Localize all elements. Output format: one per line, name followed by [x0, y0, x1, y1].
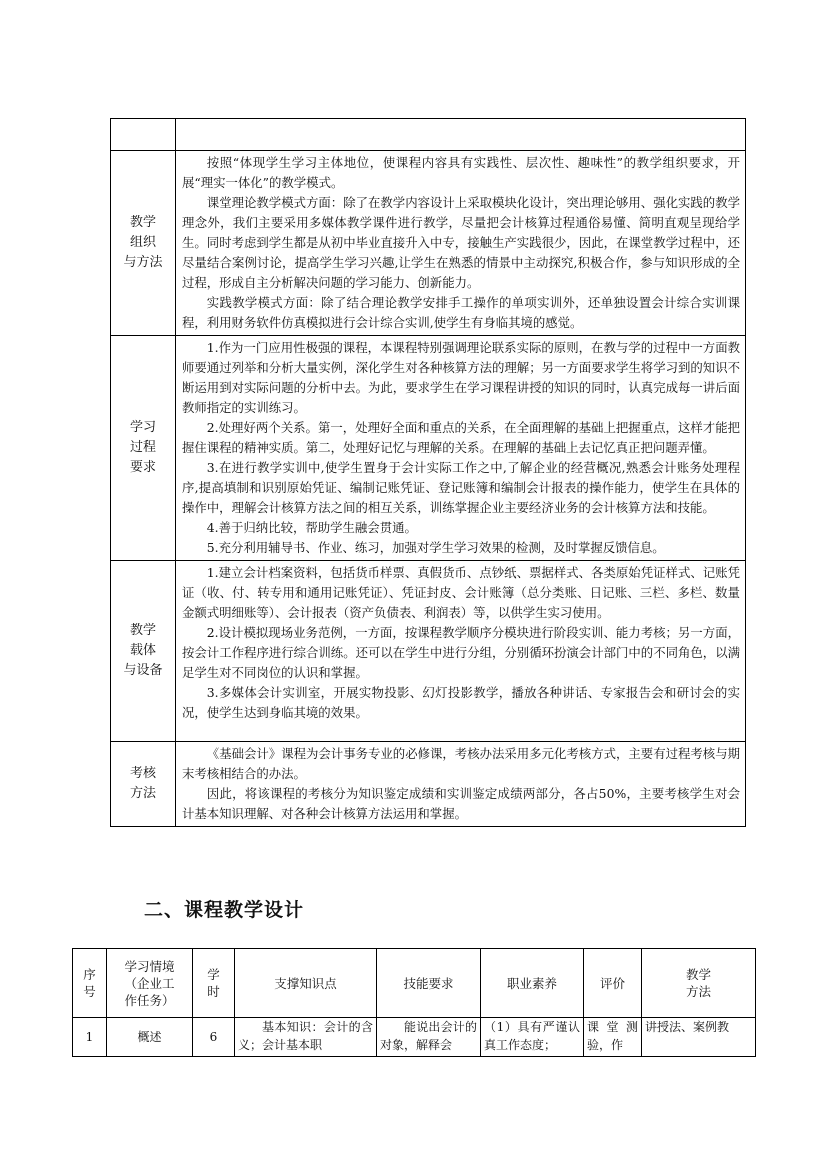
- cell-situation: 概述: [107, 1018, 193, 1057]
- row-content: [176, 151, 746, 336]
- row-label: 教学 载体 与设备: [111, 561, 176, 742]
- paragraph: 2.处理好两个关系。第一，处理好全面和重点的关系，在全面理解的基础上把握重点，这样才能把握住课程的精神实质。第二，处理好记忆与理解的关系。在理解的基础上去记忆真正把问题弄懂。: [182, 420, 740, 455]
- table-header-row: [73, 949, 756, 1018]
- cell-hours: 6: [193, 1018, 235, 1057]
- cell-knowledge: 基本知识：会计的含义；会计基本职: [235, 1018, 377, 1057]
- cell-method: 讲授法、案例教: [642, 1018, 756, 1057]
- table-row-teaching-organization: [111, 151, 746, 336]
- table-row-empty: [111, 119, 746, 151]
- empty-content-cell: [176, 119, 746, 151]
- row-content: [176, 561, 746, 742]
- paragraph: 因此，将该课程的考核分为知识鉴定成绩和实训鉴定成绩两部分，各占50%，主要考核学生对会计基本知识理解、对各种会计核算方法运用和掌握。: [182, 786, 740, 821]
- header-hours: 学 时: [193, 949, 235, 1018]
- paragraph: 2.设计模拟现场业务范例，一方面，按课程教学顺序分模块进行阶段实训、能力考核；另一方面，按会计工作程序进行综合训练。还可以在学生中进行分组，分别循环扮演会计部门中的不同角色，以满足学生对不同岗位的认识和掌握。: [182, 625, 740, 680]
- cell-skills: 能说出会计的对象，解释会: [377, 1018, 481, 1057]
- empty-label-cell: [111, 119, 176, 151]
- paragraph: 《基础会计》课程为会计事务专业的必修课，考核办法采用多元化考核方式，主要有过程考核与期末考核相结合的办法。: [182, 746, 740, 781]
- paragraph: 1.建立会计档案资料，包括货币样票、真假货币、点钞纸、票据样式、各类原始凭证样式、记账凭证（收、付、转专用和通用记账凭证）、凭证封皮、会计账簿（总分类账、日记账、三栏、多栏、数量金额式明细账等）、会计报表（资产负债表、利润表）等，以供学生实习使用。: [182, 565, 740, 620]
- header-seq: 序 号: [73, 949, 107, 1018]
- paragraph: 4.善于归纳比较，帮助学生融会贯通。: [206, 520, 417, 535]
- table-row: [73, 1018, 756, 1057]
- table-row-teaching-equipment: [111, 561, 746, 742]
- header-skills: 技能要求: [377, 949, 481, 1018]
- header-situation: 学习情境 （企业工 作任务）: [107, 949, 193, 1018]
- course-info-table: [110, 118, 746, 827]
- paragraph: 5.充分利用辅导书、作业、练习，加强对学生学习效果的检测，及时掌握反馈信息。: [206, 540, 665, 555]
- paragraph: 实践教学模式方面：除了结合理论教学安排手工操作的单项实训外，还单独设置会计综合实训课程，利用财务软件仿真模拟进行会计综合实训,使学生有身临其境的感觉。: [182, 295, 740, 330]
- paragraph: 按照“体现学生学习主体地位，使课程内容具有实践性、层次性、趣味性”的教学组织要求，开展“理实一体化”的教学模式。: [182, 155, 740, 190]
- paragraph: 3.多媒体会计实训室，开展实物投影、幻灯投影教学，播放各种讲话、专家报告会和研讨会的实况，使学生达到身临其境的效果。: [182, 685, 740, 720]
- paragraph: 课堂理论教学模式方面：除了在教学内容设计上采取模块化设计，突出理论够用、强化实践的教学理念外，我们主要采用多媒体教学课件进行教学，尽量把会计核算过程通俗易懂、简明直观呈现给学生。同时考虑到学生都是从初中毕业直接升入中专，接触生产实践很少，因此，在课堂教学过程中，还尽量结合案例讨论，提高学生学习兴趣,让学生在熟悉的情景中主动探究,积极合作，参与知识形成的全过程，形成自主分析解决问题的学习能力、创新能力。: [182, 195, 740, 290]
- row-label: 考核 方法: [111, 742, 176, 827]
- paragraph: 1.作为一门应用性极强的课程，本课程特别强调理论联系实际的原则，在教与学的过程中一方面教师要通过列举和分析大量实例，深化学生对各种核算方法的理解；另一方面要求学生将学习到的知识不断运用到对实际问题的分析中去。为此，要求学生在学习课程讲授的知识的同时，认真完成每一讲后面教师指定的实训练习。: [182, 340, 740, 415]
- header-literacy: 职业素养: [481, 949, 584, 1018]
- table-row-assessment: [111, 742, 746, 827]
- header-method: 教学 方法: [642, 949, 756, 1018]
- header-evaluation: 评价: [584, 949, 642, 1018]
- row-label: 学习 过程 要求: [111, 336, 176, 561]
- paragraph: 3.在进行教学实训中,使学生置身于会计实际工作之中,了解企业的经营概况,熟悉会计账务处理程序,提高填制和识别原始凭证、编制记账凭证、登记账簿和编制会计报表的操作能力，使学生在具体的操作中，理解会计核算方法之间的相互关系，训练掌握企业主要经济业务的会计核算方法和技能。: [182, 460, 740, 515]
- cell-literacy: （1）具有严谨认真工作态度；: [481, 1018, 584, 1057]
- cell-seq: 1: [73, 1018, 107, 1057]
- cell-evaluation: 课堂测验，作: [584, 1018, 642, 1057]
- row-label: 教学 组织 与方法: [111, 151, 176, 336]
- header-knowledge: 支撑知识点: [235, 949, 377, 1018]
- row-content: [176, 336, 746, 561]
- section-heading: 二、课程教学设计: [144, 899, 305, 921]
- row-content: [176, 742, 746, 827]
- course-design-table: [72, 948, 756, 1057]
- table-row-learning-requirements: [111, 336, 746, 561]
